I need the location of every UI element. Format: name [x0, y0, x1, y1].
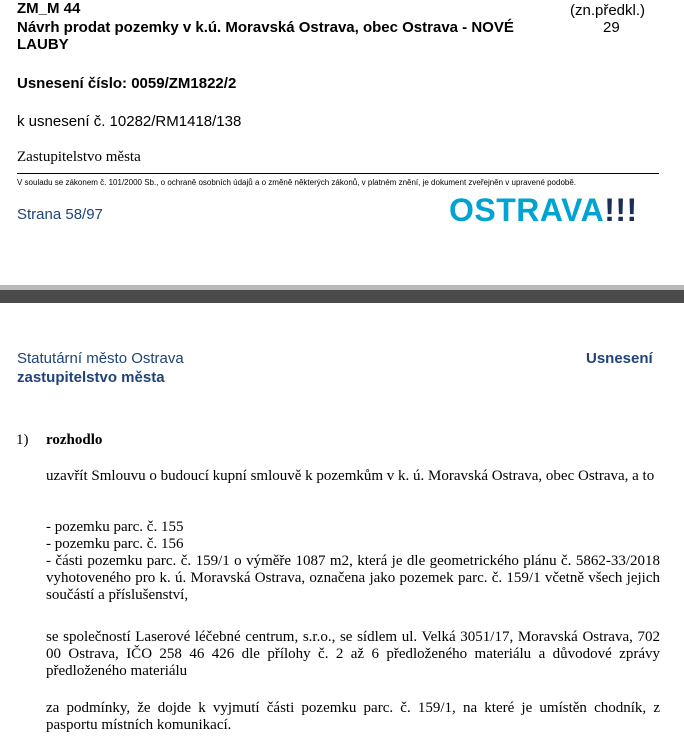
resolution-number: Usnesení číslo: 0059/ZM1822/2	[17, 75, 237, 92]
privacy-notice: V souladu se zákonem č. 101/2000 Sb., o ochraně osobních údajů a o změně některých zákonů, v platném znění, je dokument zveřejněn v upravené podobě.	[17, 178, 577, 187]
document-code: ZM_M 44	[17, 0, 81, 17]
list-item: - pozemku parc. č. 156	[46, 536, 184, 552]
item-number: 1)	[16, 432, 29, 448]
issuing-body: Zastupitelstvo města	[17, 149, 141, 165]
ostrava-logo	[449, 192, 638, 229]
document-title: Návrh prodat pozemky v k.ú. Moravská Ostrava, obec Ostrava - NOVÉ LAUBY	[17, 19, 514, 53]
logo-text: OSTRAVA	[449, 192, 605, 228]
predkladatel-label: (zn.předkl.)	[570, 2, 646, 19]
city-name: Statutární město Ostrava	[17, 350, 184, 367]
list-item: - pozemku parc. č. 155	[46, 519, 184, 535]
page-number: Strana 58/97	[17, 206, 103, 223]
parcel-list	[46, 519, 660, 604]
council-name: zastupitelstvo města	[17, 369, 165, 386]
item-verb: rozhodlo	[46, 432, 103, 448]
condition-paragraph: za podmínky, že dojde k vyjmutí části pozemku parc. č. 159/1, na které je umístěn chodník, z pasportu místních komunikací.	[46, 700, 660, 733]
page-separator	[0, 290, 684, 303]
logo-marks: !!!	[604, 192, 638, 228]
document-type: Usnesení	[586, 350, 653, 367]
list-item: - části pozemku parc. č. 159/1 o výměře 1087 m2, která je dle geometrického plánu č. 5862-33/2018 vyhotoveného pro k. ú. Moravská Ostrava, označena jako pozemek parc. č. 159/1 včetně všech jejich součástí a příslušenství,	[46, 553, 660, 603]
predkladatel-number: 29	[603, 19, 620, 36]
intro-paragraph: uzavřít Smlouvu o budoucí kupní smlouvě k pozemkům v k. ú. Moravská Ostrava, obec Ostrava, a to	[46, 468, 655, 484]
company-paragraph: se společností Laserové léčebné centrum, s.r.o., se sídlem ul. Velká 3051/17, Moravská Ostrava, 702 00 Ostrava, IČO 258 46 426 dle přílohy č. 2 až 6 předloženého materiálu a důvodové zprávy předloženého materiálu	[46, 629, 660, 679]
divider	[17, 173, 659, 174]
related-resolution: k usnesení č. 10282/RM1418/138	[17, 113, 242, 130]
